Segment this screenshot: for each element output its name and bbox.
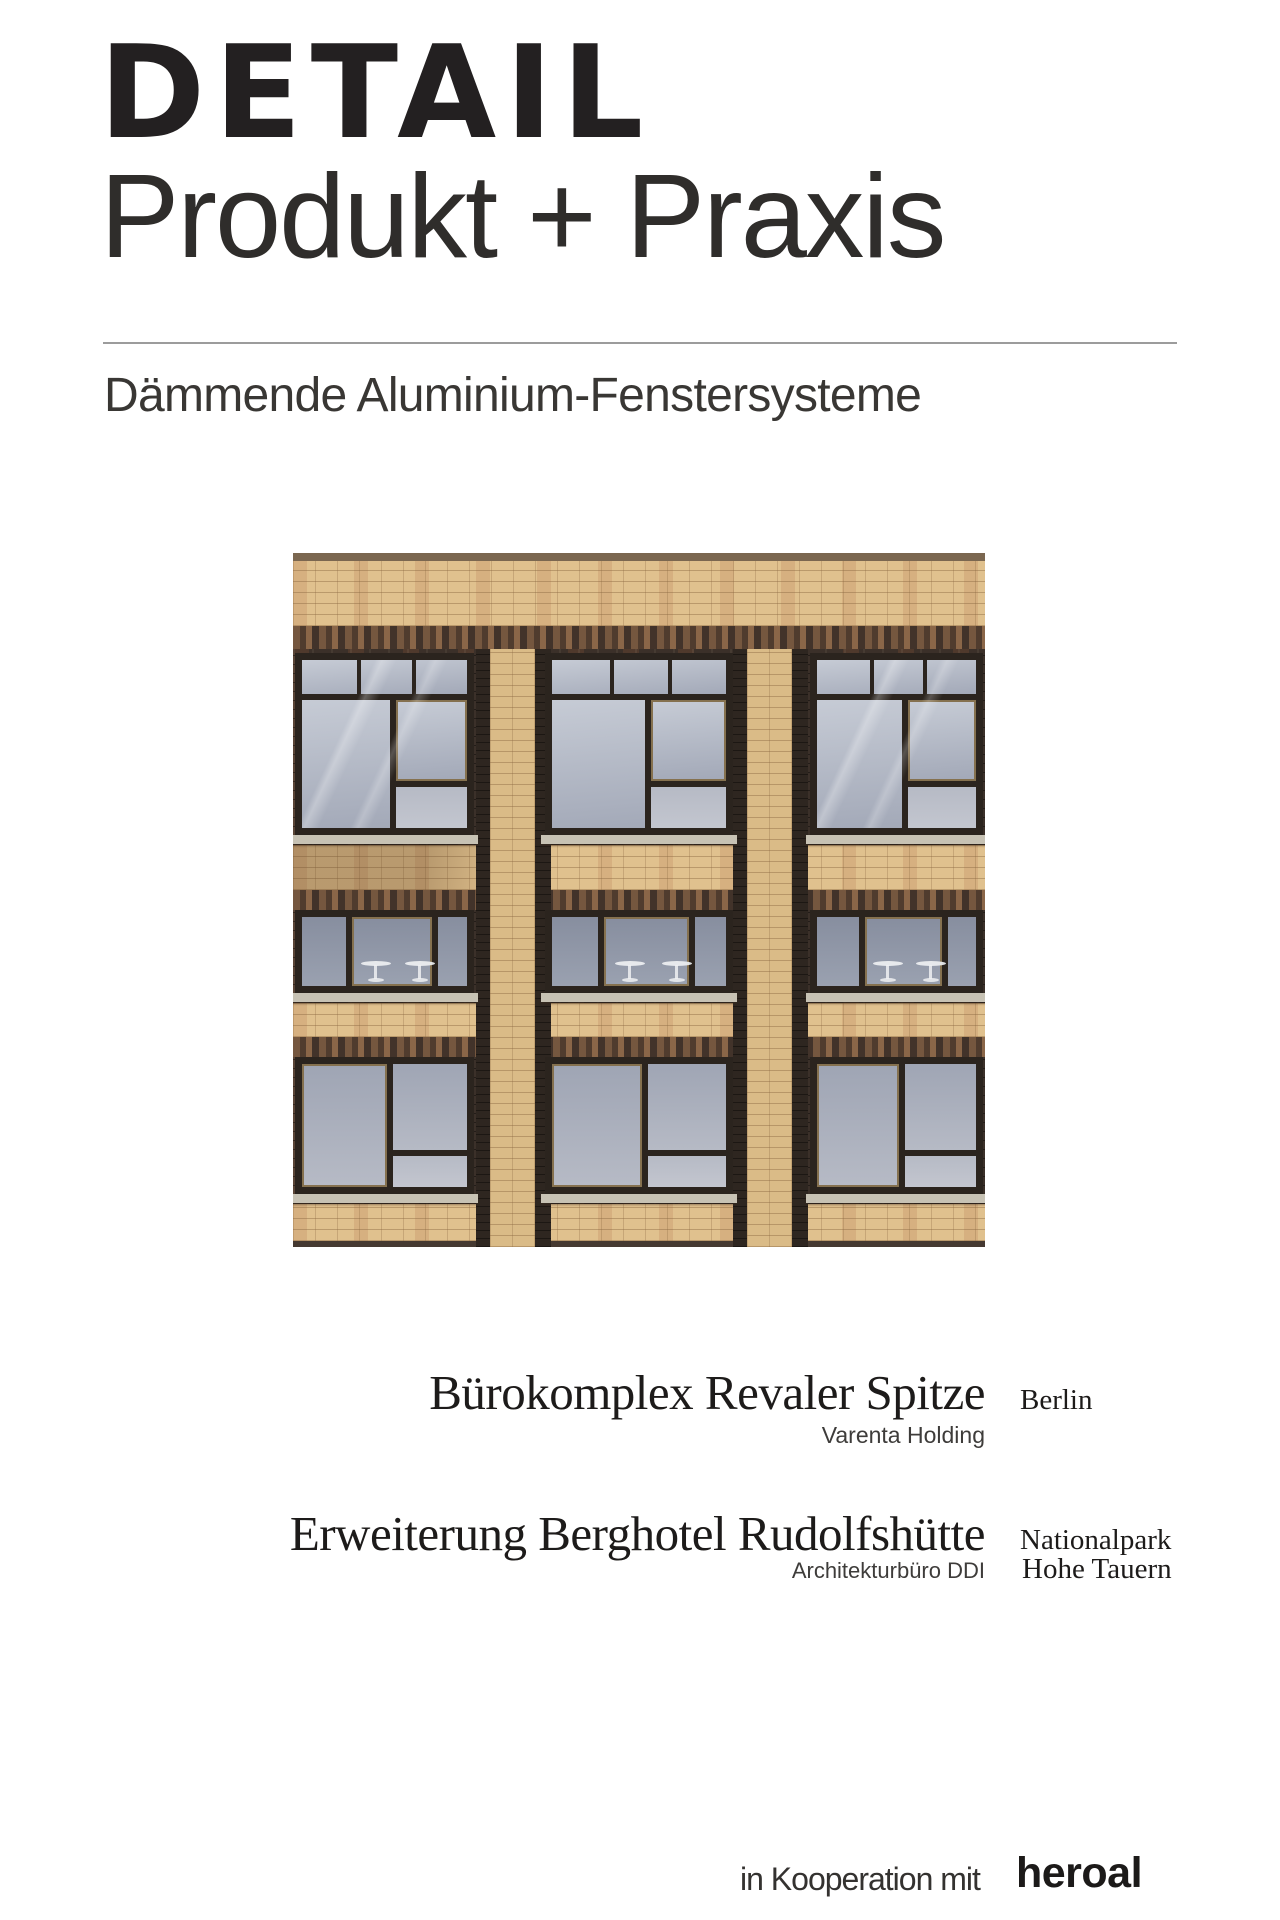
facade-pier [490,649,535,1247]
cooperation-label: in Kooperation mit [740,1861,980,1897]
facade-sill [293,835,478,844]
table-base [622,978,638,982]
facade-sill [293,1194,478,1203]
divider-rule [103,342,1177,344]
series-title: Produkt + Praxis [100,150,945,283]
window-pane [438,917,467,986]
table-stem [628,965,631,979]
facade-window [545,1057,733,1194]
facade-sill [806,1194,985,1203]
window-pane [552,660,726,694]
facade-sill [806,993,985,1002]
project-title-2: Erweiterung Berghotel Rudolfshütte [289,1506,985,1561]
window-pane [552,1064,642,1187]
facade-window [810,653,983,835]
project-location-2-line1: Nationalpark [1020,1524,1172,1556]
facade-sill [541,835,737,844]
facade-window [810,1057,983,1194]
facade-brick-band [293,1003,985,1037]
facade-brick-band [293,561,985,626]
project-title-1: Bürokomplex Revaler Spitze [429,1365,985,1420]
table-stem [929,965,932,979]
window-reflection [302,660,467,828]
facade-window [545,910,733,993]
facade-accent-band [293,1037,985,1057]
table-base [412,978,428,982]
facade-brick-band [293,1204,985,1241]
project-location-1: Berlin [1020,1384,1093,1416]
window-pane [651,700,726,781]
table-base [368,978,384,982]
facade-dark-strip [476,649,490,1247]
facade-window [295,653,474,835]
window-pane [393,1156,467,1187]
facade-sill [293,993,478,1002]
table-base [880,978,896,982]
facade-parapet [293,553,985,561]
window-pane [393,1064,467,1150]
table-stem [886,965,889,979]
facade-window [295,1057,474,1194]
project-credit-2: Architekturbüro DDI [791,1558,985,1583]
table-base [923,978,939,982]
window-pane [302,1064,387,1187]
table-stem [675,965,678,979]
facade-accent-band [293,890,985,910]
window-pane [695,917,726,986]
window-pane [302,917,346,986]
window-pane [648,1156,726,1187]
facade-sill [541,1194,737,1203]
facade-accent-band [293,626,985,649]
window-pane [817,1064,899,1187]
facade-pier [747,649,792,1247]
window-pane [905,1156,976,1187]
window-reflection [817,660,976,828]
facade-window [545,653,733,835]
facade-base-course [293,1241,985,1247]
window-pane [648,1064,726,1150]
facade-sill [541,993,737,1002]
table-base [669,978,685,982]
facade-window [295,910,474,993]
cover-photo [293,553,985,1247]
window-pane [651,787,726,828]
window-pane [817,917,859,986]
window-pane [948,917,976,986]
window-mullion [668,660,672,694]
heroal-logo: heroal [1016,1849,1143,1897]
table-stem [374,965,377,979]
detail-logo: DETAIL [99,19,653,168]
window-pane [905,1064,976,1150]
facade-window [810,910,983,993]
facade-sill [806,835,985,844]
facade-dark-strip [733,649,747,1247]
facade-dark-strip [792,649,808,1247]
issue-headline: Dämmende Aluminium-Fenstersysteme [104,369,922,422]
window-mullion [610,660,614,694]
table-stem [418,965,421,979]
window-pane [552,700,645,828]
project-location-2-line2: Hohe Tauern [1022,1553,1172,1585]
window-pane [552,917,598,986]
project-credit-1: Varenta Holding [821,1422,985,1448]
